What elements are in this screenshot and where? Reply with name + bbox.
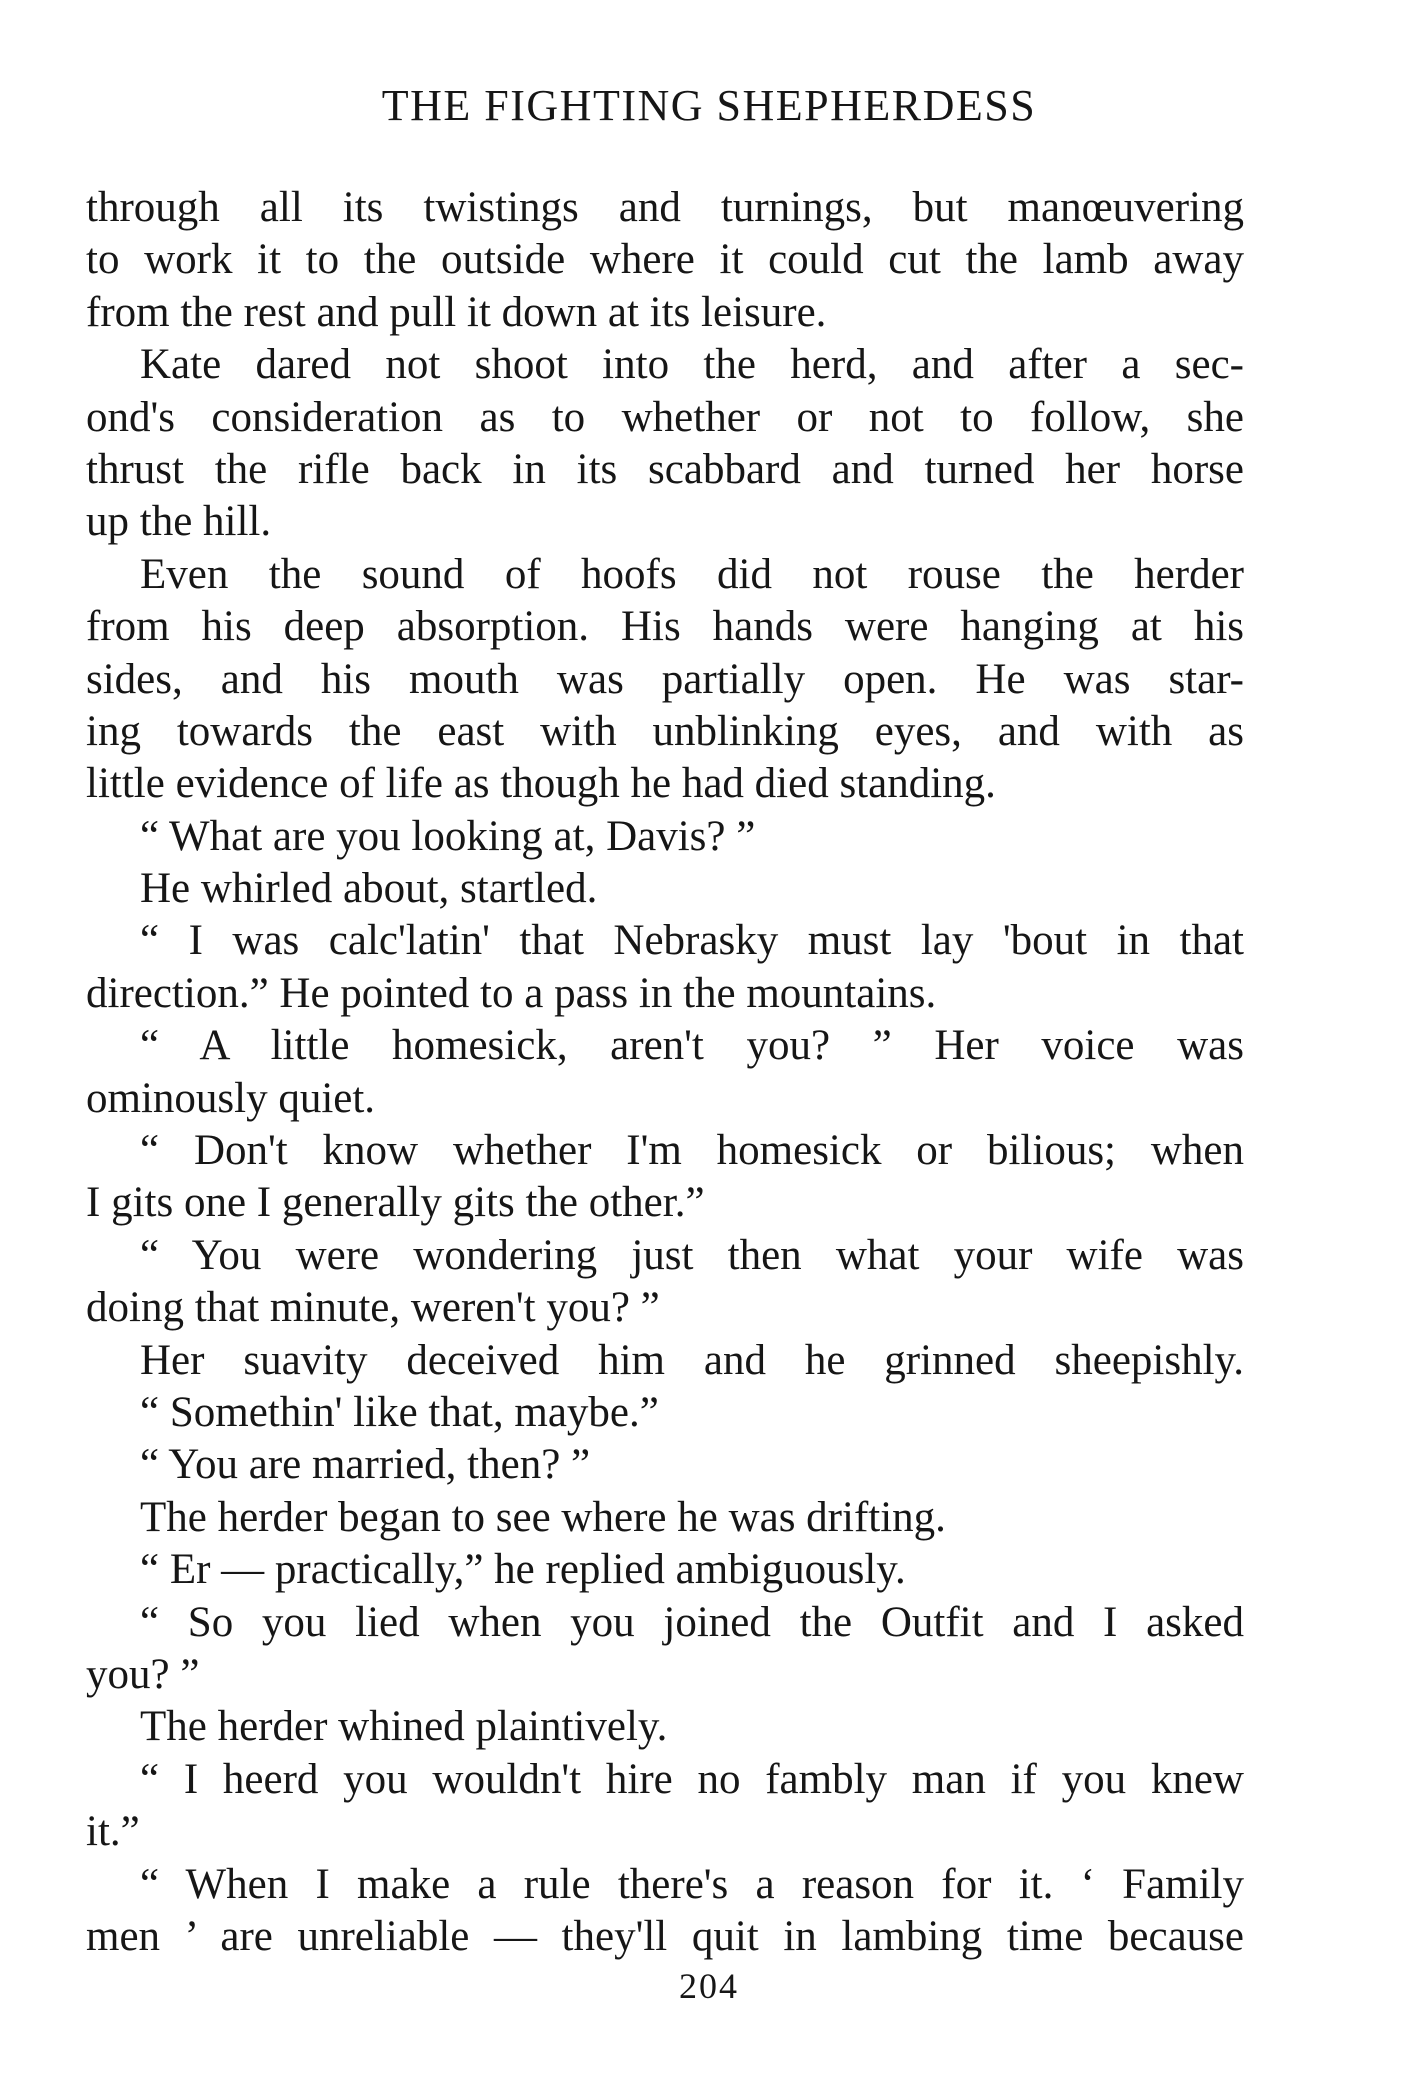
text-line: you? ” (86, 1650, 200, 1698)
text-line: sides, and his mouth was partially open. He was star- (86, 655, 1244, 703)
text-line: Her suavity deceived him and he grinned sheepishly. (140, 1336, 1244, 1384)
text-line: “ You are married, then? ” (140, 1441, 591, 1489)
text-line: men ’ are unreliable — they'll quit in lambing time because (86, 1912, 1244, 1960)
text-line: ond's consideration as to whether or not to follow, she (86, 393, 1244, 441)
body-text (86, 182, 1244, 1963)
text-line: “ What are you looking at, Davis? ” (140, 812, 756, 860)
text-line: direction.” He pointed to a pass in the mountains. (86, 969, 937, 1017)
text-line: thrust the rifle back in its scabbard and turned her horse (86, 445, 1244, 493)
text-line: Kate dared not shoot into the herd, and after a sec- (140, 341, 1244, 389)
text-line: “ Somethin' like that, maybe.” (140, 1388, 659, 1436)
running-head: THE FIGHTING SHEPHERDESS (381, 81, 1037, 130)
text-line: through all its twistings and turnings, but manœuvering (86, 184, 1244, 231)
text-line: little evidence of life as though he had died standing. (86, 760, 996, 808)
text-line: Even the sound of hoofs did not rouse the herder (140, 550, 1244, 598)
text-line: I gits one I generally gits the other.” (86, 1179, 705, 1227)
text-line: from the rest and pull it down at its leisure. (86, 288, 827, 336)
text-line: “ Don't know whether I'm homesick or bilious; when (140, 1127, 1244, 1175)
page-number: 204 (679, 1966, 739, 2006)
text-line: up the hill. (86, 498, 272, 546)
text-line: from his deep absorption. His hands were hanging at his (86, 603, 1244, 651)
text-line: ominously quiet. (86, 1074, 376, 1122)
text-line: “ When I make a rule there's a reason for it. ‘ Family (140, 1860, 1244, 1908)
text-line: The herder whined plaintively. (140, 1703, 668, 1751)
text-line: to work it to the outside where it could cut the lamb away (86, 236, 1244, 284)
text-line: ing towards the east with unblinking eyes, and with as (86, 707, 1244, 755)
text-line: “ A little homesick, aren't you? ” Her voice was (140, 1022, 1244, 1070)
text-line: “ You were wondering just then what your wife was (140, 1231, 1244, 1279)
text-line: “ I heerd you wouldn't hire no fambly man if you knew (140, 1755, 1244, 1803)
text-line: “ I was calc'latin' that Nebrasky must lay 'bout in that (140, 917, 1244, 965)
text-line: “ So you lied when you joined the Outfit and I asked (140, 1598, 1244, 1646)
text-line: doing that minute, weren't you? ” (86, 1284, 660, 1332)
text-line: The herder began to see where he was drifting. (140, 1493, 946, 1541)
text-line: He whirled about, startled. (140, 865, 598, 913)
text-line: it.” (86, 1808, 140, 1856)
text-line: “ Er — practically,” he replied ambiguously. (140, 1546, 906, 1594)
